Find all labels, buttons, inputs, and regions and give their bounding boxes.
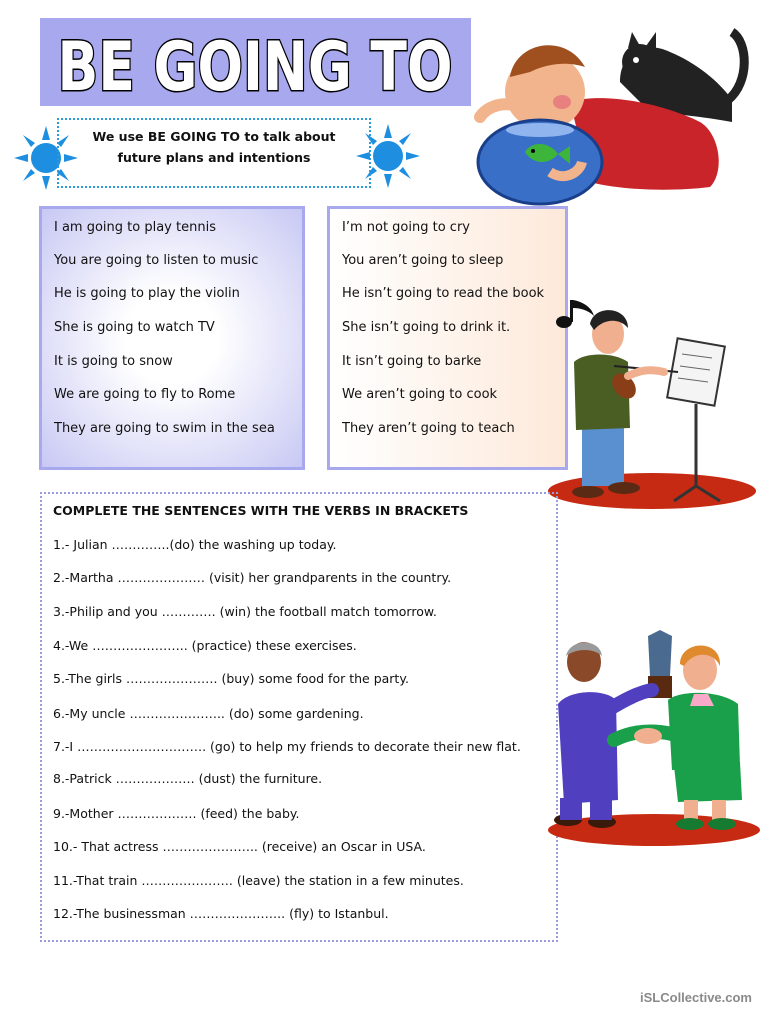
- exercise-item: 10.- That actress ………………….. (receive) an Oscar in USA.: [53, 839, 426, 854]
- exercise-item: 12.-The businessman ………………….. (fly) to Istanbul.: [53, 906, 389, 921]
- affirmative-panel: [39, 206, 305, 470]
- negative-sentence: It isn’t going to barke: [342, 354, 482, 369]
- watermark: iSLCollective.com: [640, 990, 752, 1005]
- intro-line-1: We use BE GOING TO to talk about: [92, 129, 336, 144]
- violinist-illustration: [544, 296, 760, 510]
- affirmative-sentence: They are going to swim in the sea: [54, 421, 275, 436]
- award-handshake-illustration: [544, 630, 760, 848]
- page-title: BE GOING TO: [57, 28, 453, 107]
- exercise-item: 1.- Julian …………..(do) the washing up today.: [53, 537, 337, 552]
- exercise-heading: COMPLETE THE SENTENCES WITH THE VERBS IN BRACKETS: [53, 503, 469, 518]
- affirmative-sentence: She is going to watch TV: [54, 320, 215, 335]
- negative-panel: [327, 206, 568, 470]
- exercise-item: 8.-Patrick ………………. (dust) the furniture.: [53, 771, 323, 786]
- affirmative-sentence: He is going to play the violin: [54, 286, 240, 301]
- exercise-item: 2.-Martha ………………… (visit) her grandparents in the country.: [53, 570, 452, 585]
- exercise-item: 6.-My uncle ………………….. (do) some gardening.: [53, 706, 364, 721]
- exercise-item: 5.-The girls …………………. (buy) some food for the party.: [53, 671, 409, 686]
- title-art: [40, 18, 471, 106]
- affirmative-sentence: We are going to fly to Rome: [54, 387, 236, 402]
- exercise-item: 3.-Philip and you …………. (win) the football match tomorrow.: [53, 604, 437, 619]
- negative-sentence: He isn’t going to read the book: [342, 286, 545, 301]
- exercise-item: 11.-That train …………………. (leave) the station in a few minutes.: [53, 873, 464, 888]
- exercise-box: [40, 492, 558, 942]
- affirmative-sentence: You are going to listen to music: [54, 253, 259, 268]
- intro-box: [57, 118, 371, 188]
- exercise-item: 7.-I …………………………. (go) to help my friends to decorate their new flat.: [53, 739, 521, 754]
- exercise-item: 4.-We ………………….. (practice) these exercises.: [53, 638, 357, 653]
- negative-sentence: You aren’t going to sleep: [342, 253, 504, 268]
- negative-sentence: She isn’t going to drink it.: [342, 320, 511, 335]
- boy-fishbowl-cat-illustration: [470, 22, 768, 207]
- affirmative-sentence: I am going to play tennis: [54, 220, 216, 235]
- negative-sentence: We aren’t going to cook: [342, 387, 498, 402]
- intro-line-2: future plans and intentions: [117, 150, 311, 165]
- negative-sentence: They aren’t going to teach: [342, 421, 515, 436]
- negative-sentence: I’m not going to cry: [342, 220, 470, 235]
- exercise-item: 9.-Mother ………………. (feed) the baby.: [53, 806, 300, 821]
- affirmative-sentence: It is going to snow: [54, 354, 173, 369]
- title-banner: [40, 18, 471, 106]
